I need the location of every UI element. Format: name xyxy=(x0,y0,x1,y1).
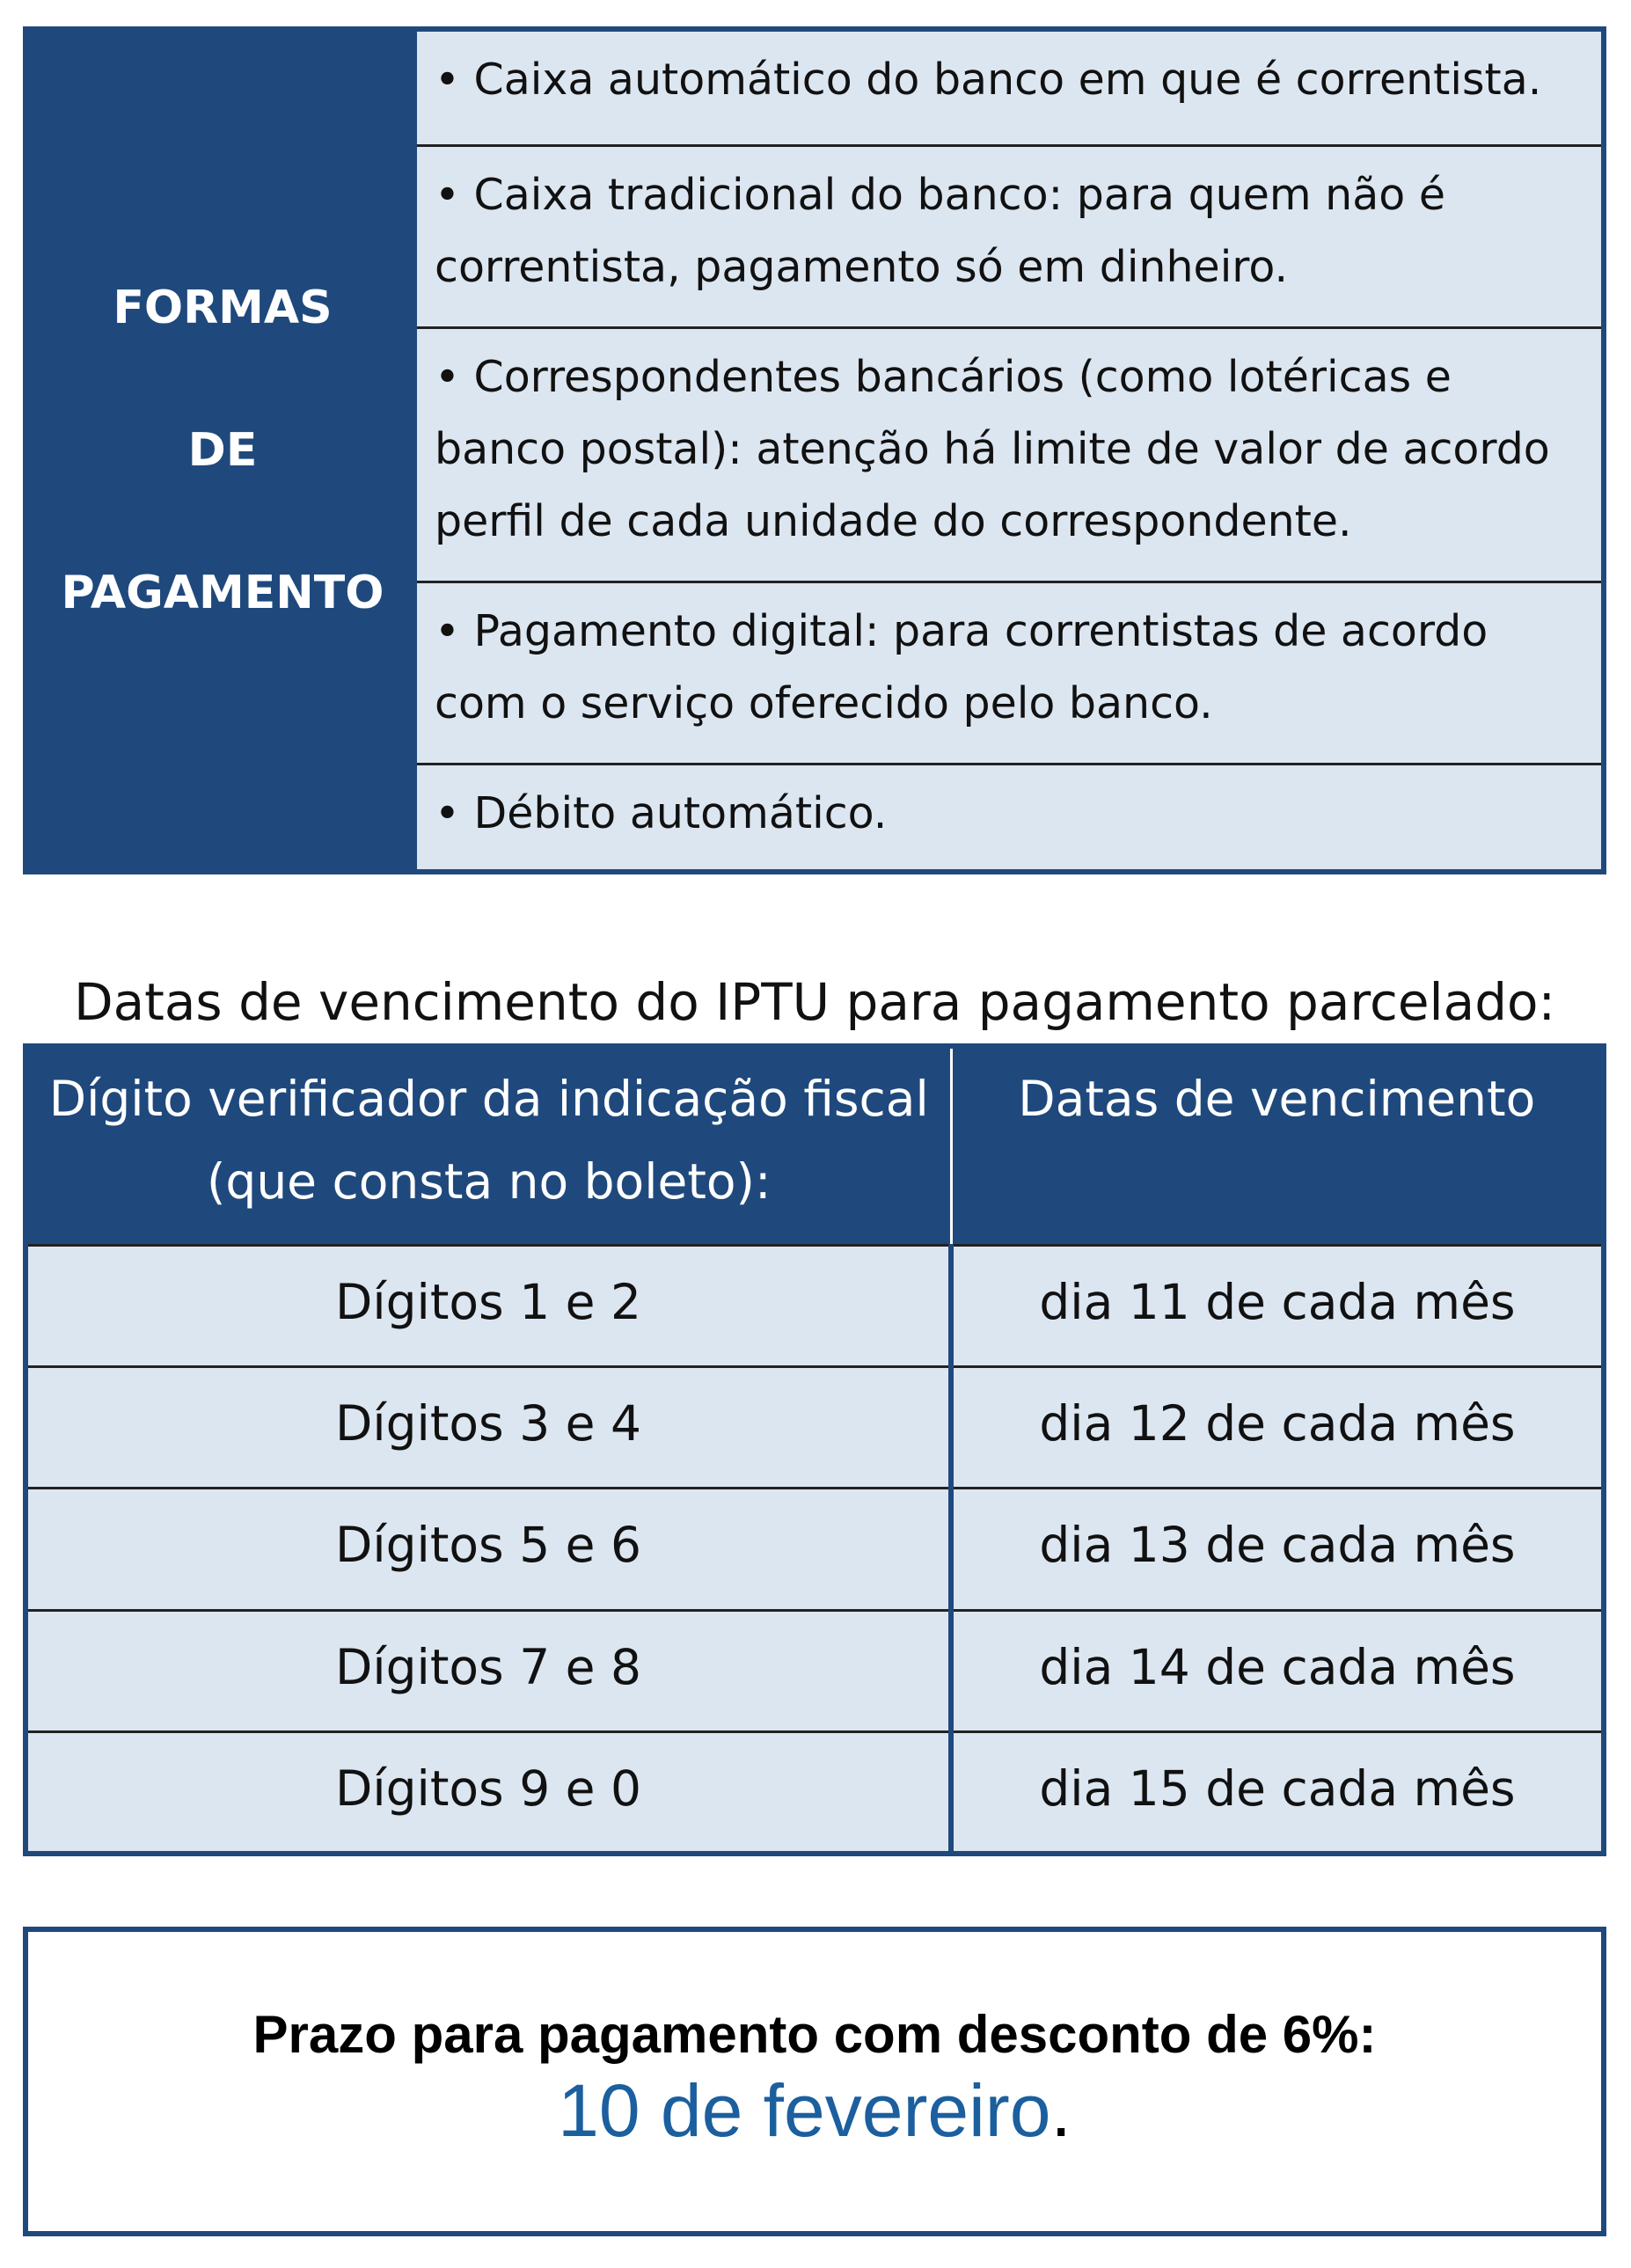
cell-data: dia 11 de cada mês xyxy=(951,1245,1604,1366)
table-header-row xyxy=(26,1046,1604,1245)
cell-digitos: Dígitos 3 e 4 xyxy=(26,1366,951,1488)
table-row xyxy=(26,1245,1604,1366)
cell-data: dia 13 de cada mês xyxy=(951,1489,1604,1610)
cell-digitos: Dígitos 5 e 6 xyxy=(26,1489,951,1610)
payment-method-item: • Caixa automático do banco em que é correntista. xyxy=(417,32,1601,147)
datas-vencimento-table xyxy=(23,1043,1606,1856)
payment-method-item: • Débito automático. xyxy=(435,788,888,838)
datas-vencimento-title: Datas de vencimento do IPTU para pagamento parcelado: xyxy=(73,972,1556,1032)
payment-method-item: • Correspondentes bancários (como lotéricas e banco postal): atenção há limite de valor de acordo perfil de cada unidade do correspondente. xyxy=(417,329,1601,583)
prazo-desconto-box xyxy=(23,1927,1606,2236)
prazo-date-value: 10 de fevereiro xyxy=(558,2069,1051,2152)
formas-pagamento-list xyxy=(417,32,1601,869)
cell-data: dia 14 de cada mês xyxy=(951,1610,1604,1731)
table-row xyxy=(26,1366,1604,1488)
cell-digitos: Dígitos 7 e 8 xyxy=(26,1610,951,1731)
prazo-date-period: . xyxy=(1050,2069,1071,2152)
prazo-label: Prazo para pagamento com desconto de 6%: xyxy=(252,2005,1377,2064)
table-row xyxy=(26,1489,1604,1610)
formas-pagamento-table xyxy=(23,26,1606,874)
cell-data: dia 15 de cada mês xyxy=(951,1732,1604,1854)
formas-pagamento-label xyxy=(28,32,417,869)
payment-method-item: • Caixa tradicional do banco: para quem não é correntista, pagamento só em dinheiro. xyxy=(417,147,1601,329)
prazo-date xyxy=(558,2068,1071,2153)
cell-digitos: Dígitos 9 e 0 xyxy=(26,1732,951,1854)
payment-method-item: • Pagamento digital: para correntistas de acordo com o serviço oferecido pelo banco. xyxy=(417,583,1601,765)
header-datas: Datas de vencimento xyxy=(951,1046,1604,1245)
table-row xyxy=(26,1610,1604,1731)
table-row xyxy=(26,1732,1604,1854)
formas-label-line: PAGAMENTO xyxy=(61,567,384,619)
formas-label-line: FORMAS xyxy=(113,282,333,334)
header-digito: Dígito verificador da indicação fiscal (que consta no boleto): xyxy=(26,1046,951,1245)
cell-data: dia 12 de cada mês xyxy=(951,1366,1604,1488)
formas-label-line: DE xyxy=(187,424,258,477)
cell-digitos: Dígitos 1 e 2 xyxy=(26,1245,951,1366)
